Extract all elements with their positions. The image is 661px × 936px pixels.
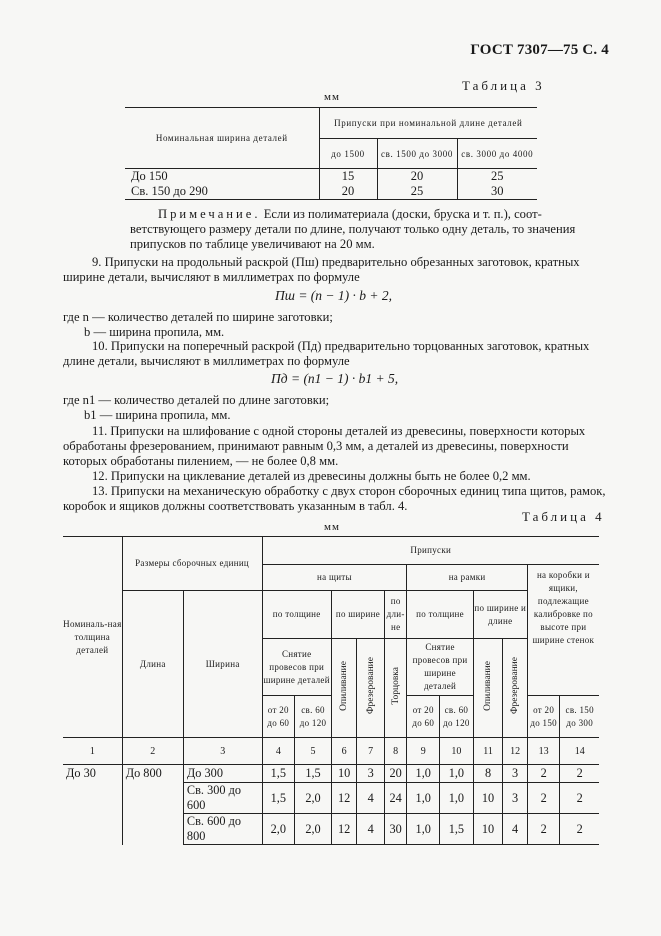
table3-cell: 20 — [377, 169, 457, 185]
table4-header-nominal: Номиналь-ная толщина деталей — [63, 537, 122, 738]
table4-col-number: 7 — [357, 738, 385, 765]
table4-header-allowances: Припуски — [262, 537, 599, 565]
table4-header-by-thickness-frames: по толщине — [407, 591, 473, 639]
para11-line-3: которых обработаны пилением, — не более 0,8 мм. — [63, 454, 339, 468]
table4-cell: 3 — [357, 765, 385, 783]
page-header: ГОСТ 7307—75 С. 4 — [470, 42, 609, 58]
table4-cell — [122, 783, 183, 814]
table4-header-trimming-cell — [384, 639, 406, 738]
table4-cell: 2 — [527, 814, 560, 845]
table4-header-by-width: по ширине — [331, 591, 384, 639]
table4-cell: 1,0 — [407, 814, 440, 845]
table4-cell: 12 — [331, 783, 357, 814]
table4-cell: 2,0 — [295, 814, 332, 845]
table3-cell: 25 — [377, 184, 457, 200]
table4-header-sawing2: Опиливание — [483, 661, 494, 711]
table4-cell: 20 — [384, 765, 406, 783]
note-label: Примечание. — [158, 207, 261, 221]
table4-header-range: св. 150 до 300 — [560, 696, 599, 738]
table4-cell — [122, 814, 183, 845]
table4-cell: До 300 — [183, 765, 262, 783]
table4-cell: 1,5 — [295, 765, 332, 783]
table4-header-milling2-cell — [503, 639, 527, 738]
para10-line-2: длине детали, вычисляют в миллиметрах по формуле — [63, 354, 350, 368]
formula-2: Пд = (n1 − 1) · b1 + 5, — [271, 371, 399, 386]
table4-col-number: 13 — [527, 738, 560, 765]
para13-line-2: коробок и ящиков должны соответствовать указанным в табл. 4. — [63, 499, 408, 513]
table4-cell: 1,5 — [440, 814, 474, 845]
formula-1: Пш = (n − 1) · b + 2, — [275, 288, 393, 303]
table3-unit: мм — [324, 91, 340, 103]
table4-cell: 1,0 — [407, 783, 440, 814]
table4-col-number: 12 — [503, 738, 527, 765]
table4-cell: 1,0 — [440, 765, 474, 783]
para11-line-2: обработаны фрезерованием, принимают равным 0,3 мм, а деталей из древесины, поверхности — [63, 439, 569, 453]
table4-col-number: 3 — [183, 738, 262, 765]
table4-header-sag-removal-frames: Снятие провесов при ширине деталей — [407, 639, 473, 696]
where1-line-2: b — ширина пропила, мм. — [84, 325, 225, 339]
table4-cell: 8 — [473, 765, 503, 783]
table4-cell: 2 — [527, 765, 560, 783]
table4-header-frames: на рамки — [407, 565, 527, 591]
note-text: Если из полиматериала (доски, бруска и т. п.), соот- — [263, 207, 542, 221]
table4-unit: мм — [324, 521, 340, 533]
table4-cell: 10 — [473, 814, 503, 845]
table4-cell: 12 — [331, 814, 357, 845]
table3-row-label: Св. 150 до 290 — [125, 184, 319, 200]
table4-header-milling-cell — [357, 639, 385, 738]
table3-header-group: Припуски при номинальной длине деталей — [319, 108, 537, 139]
table4-header-range: св. 60 до 120 — [295, 696, 332, 738]
table4-col-number: 9 — [407, 738, 440, 765]
table4-header-by-thickness: по толщине — [262, 591, 331, 639]
table4-cell: 4 — [357, 783, 385, 814]
table3-subheader: до 1500 — [319, 139, 377, 169]
table4-header-sawing2-cell — [473, 639, 503, 738]
table4-cell: 10 — [473, 783, 503, 814]
table3-cell: 30 — [457, 184, 537, 200]
table4-caption: Таблица 4 — [522, 509, 605, 524]
para10-line-1: 10. Припуски на поперечный раскрой (Пд) предварительно торцованных заготовок, кратных — [92, 339, 590, 353]
note-line-3: припусков по таблице увеличивают на 20 мм. — [130, 237, 375, 251]
table4-cell: 1,5 — [262, 765, 295, 783]
table3-caption: Таблица 3 — [462, 78, 545, 93]
where2-line-2: b1 — ширина пропила, мм. — [84, 408, 231, 422]
table4-cell: 10 — [331, 765, 357, 783]
table4-header-shields: на щиты — [262, 565, 407, 591]
table4-cell: 2,0 — [295, 783, 332, 814]
note-line-2: ветствующего размеру детали по длине, получают только одну деталь, то значения — [130, 222, 576, 236]
table4-cell: 4 — [503, 814, 527, 845]
table4-cell: Св. 300 до 600 — [183, 783, 262, 814]
table3-cell: 20 — [319, 184, 377, 200]
where1-line-1: где n — количество деталей по ширине заготовки; — [63, 310, 333, 324]
table4-header-by-length: по дли-не — [384, 591, 406, 639]
table4-cell: До 800 — [122, 765, 183, 783]
table4-col-number: 1 — [63, 738, 122, 765]
table3-cell: 15 — [319, 169, 377, 185]
table3 — [125, 107, 537, 200]
table4-cell: 2 — [560, 814, 599, 845]
table4-header-milling: Фрезерование — [365, 657, 376, 715]
table4-header-sizes: Размеры сборочных единиц — [122, 537, 262, 591]
table4-header-boxes: на коробки и ящики, подлежащие калибровке по высоте при ширине стенок — [527, 565, 599, 696]
table4-cell: 30 — [384, 814, 406, 845]
table4-header-milling2: Фрезерование — [510, 657, 521, 715]
table4-col-number: 10 — [440, 738, 474, 765]
table4-cell: 2 — [527, 783, 560, 814]
table4-header-trimming: Торцовка — [390, 667, 401, 705]
table3-subheader: св. 3000 до 4000 — [457, 139, 537, 169]
table4-col-number: 6 — [331, 738, 357, 765]
table4-header-range: от 20 до 60 — [262, 696, 295, 738]
table4-col-number: 8 — [384, 738, 406, 765]
table4-header-sag-removal: Снятие провесов при ширине деталей — [262, 639, 331, 696]
table4-cell — [63, 814, 122, 845]
table4-cell: 2,0 — [262, 814, 295, 845]
table4-cell: 1,0 — [407, 765, 440, 783]
para13-line-1: 13. Припуски на механическую обработку с двух сторон сборочных единиц типа щитов, рамок, — [92, 484, 606, 498]
table4-header-width: Ширина — [183, 591, 262, 738]
table4-cell: 1,5 — [262, 783, 295, 814]
table4-col-number: 2 — [122, 738, 183, 765]
table4-header-sawing-cell — [331, 639, 357, 738]
table4-cell: До 30 — [63, 765, 122, 783]
table4-col-number: 11 — [473, 738, 503, 765]
table3-subheader: св. 1500 до 3000 — [377, 139, 457, 169]
table4-cell: 4 — [357, 814, 385, 845]
para9-line-2: ширине детали, вычисляют в миллиметрах по формуле — [63, 270, 360, 284]
table4-header-length: Длина — [122, 591, 183, 738]
table4-header-range: от 20 до 150 — [527, 696, 560, 738]
table4-header-sawing: Опиливание — [339, 661, 350, 711]
para9-line-1: 9. Припуски на продольный раскрой (Пш) предварительно обрезанных заготовок, кратных — [92, 255, 580, 269]
table4-cell: Св. 600 до 800 — [183, 814, 262, 845]
table4 — [63, 536, 599, 845]
para12: 12. Припуски на циклевание деталей из древесины должны быть не более 0,2 мм. — [92, 469, 531, 483]
table4-col-number: 4 — [262, 738, 295, 765]
table3-header-width: Номинальная ширина деталей — [125, 108, 319, 169]
note-line-1 — [158, 207, 542, 223]
table3-row-label: До 150 — [125, 169, 319, 185]
table3-cell: 25 — [491, 169, 504, 183]
table4-header-by-width-length: по ширине и длине — [473, 591, 527, 639]
table4-cell: 24 — [384, 783, 406, 814]
para11-line-1: 11. Припуски на шлифование с одной стороны деталей из древесины, поверхности которых — [92, 424, 586, 438]
table4-header-range: св. 60 до 120 — [440, 696, 474, 738]
where2-line-1: где n1 — количество деталей по длине заготовки; — [63, 393, 330, 407]
table4-cell: 3 — [503, 765, 527, 783]
table4-cell: 2 — [560, 783, 599, 814]
table4-cell: 1,0 — [440, 783, 474, 814]
table4-cell: 3 — [503, 783, 527, 814]
table4-col-number: 14 — [560, 738, 599, 765]
table4-cell — [63, 783, 122, 814]
table4-header-range: от 20 до 60 — [407, 696, 440, 738]
table4-col-number: 5 — [295, 738, 332, 765]
table4-cell: 2 — [560, 765, 599, 783]
